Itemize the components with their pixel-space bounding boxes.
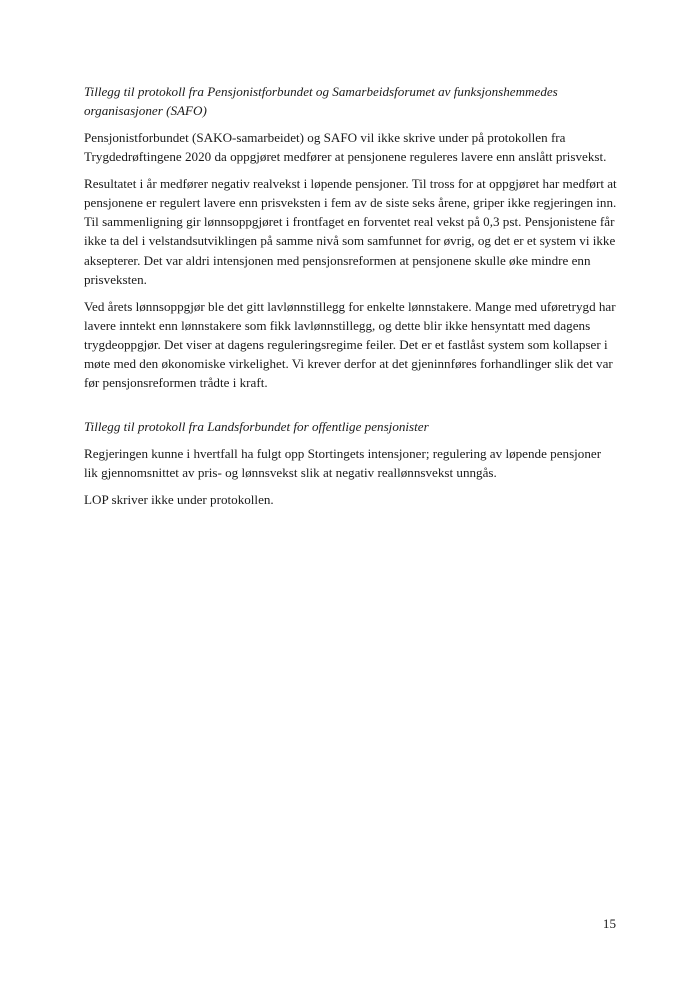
paragraph: LOP skriver ikke under protokollen. [84,492,274,508]
paragraph: Regjeringen kunne i hvertfall ha fulgt opp Stortingets intensjoner; regulering av løpende pensjoner lik gjennomsnittet av pris- og lønnsvekst slik at negativ reallønnsvekst unngås. [84,446,602,481]
page-number: 15 [602,916,616,931]
paragraph: Pensjonistforbundet (SAKO-samarbeidet) og SAFO vil ikke skrive under på protokollen fra Trygdedrøftingene 2020 da oppgjøret medfører at pensjonene reguleres lavere enn anslått prisvekst. [84,130,607,165]
section-heading: Tillegg til protokoll fra Landsforbundet for offentlige pensjonister [84,419,429,435]
section-heading: Tillegg til protokoll fra Pensjonistforbundet og Samarbeidsforumet av funksjonshemmedes organisasjoner (SAFO) [84,84,558,118]
lop-addendum-section [84,417,618,509]
safo-addendum-section [84,82,618,392]
paragraph: Ved årets lønnsoppgjør ble det gitt lavlønnstillegg for enkelte lønnstakere. Mange med uføretrygd har lavere inntekt enn lønnstakere som fikk lavlønnstillegg, og dette blir ikke hensyntatt med dagens trygdeoppgjør. Det viser at dagens reguleringsregime feiler. Det er et fastlåst system som kollapser i møte med den økonomiske virkelighet. Vi krever derfor at det gjeninnføres forhandlinger slik det var før pensjonsreformen trådte i kraft. [84,298,616,391]
paragraph: Resultatet i år medfører negativ realvekst i løpende pensjoner. Til tross for at oppgjøret har medført at pensjonene er regulert lavere enn prisveksten i fem av de siste seks årene, griper ikke regjeringen inn. Til sammenligning gir lønnsoppgjøret i frontfaget en forventet real vekst på 0,3 pst. Pensjonistene får ikke ta del i velstandsutviklingen på samme nivå som samfunnet for øvrig, og det er et system vi ikke aksepterer. Det var aldri intensjonen med pensjonsreformen at pensjonene skulle øke mindre enn prisveksten. [84,176,617,287]
document-page [84,82,618,518]
